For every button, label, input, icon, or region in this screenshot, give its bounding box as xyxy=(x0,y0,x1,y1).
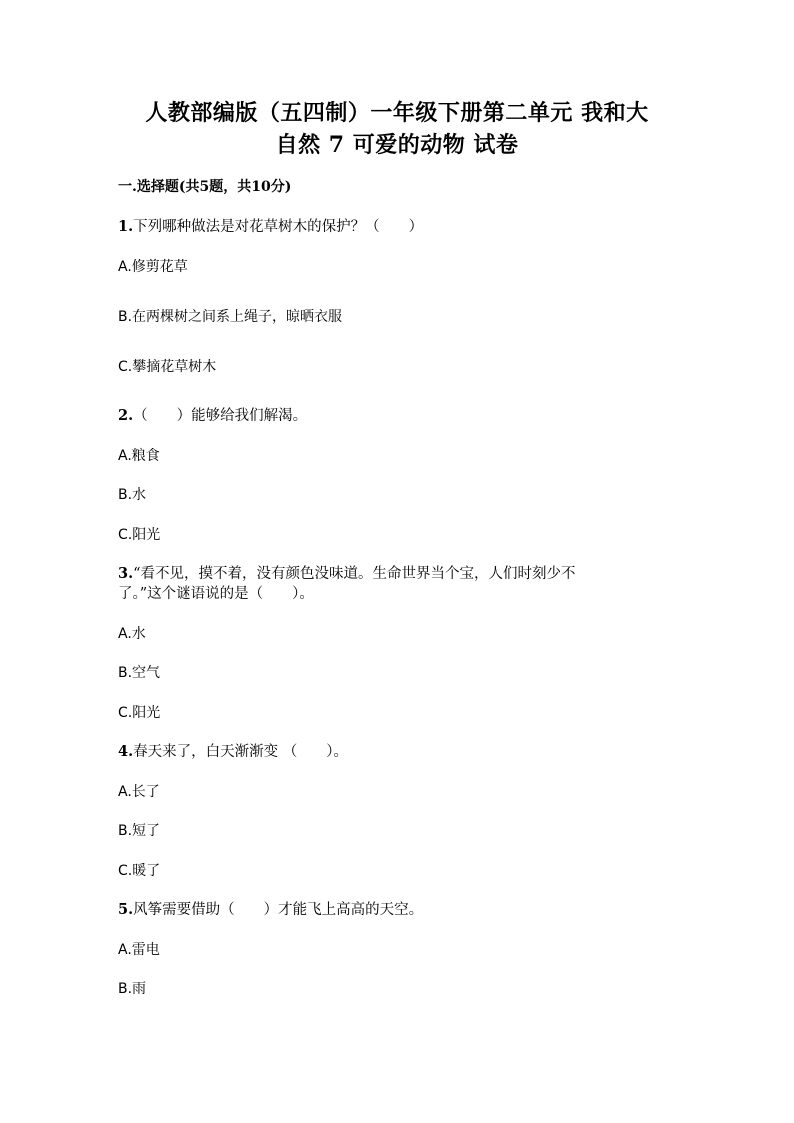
question-text: 下列哪种做法是对花草树木的保护？（ ） xyxy=(133,219,424,235)
question-text: 春天来了，白天渐渐变 （ ）。 xyxy=(133,744,348,760)
question-1-option-c: C.攀摘花草树木 xyxy=(118,359,217,375)
question-2-option-b: B.水 xyxy=(118,487,147,503)
question-text-line-1: “看不见，摸不着，没有颜色没味道。生命世界当个宝，人们时刻少不 xyxy=(133,566,576,582)
question-number: 1. xyxy=(118,218,134,235)
question-3-option-c: C.阳光 xyxy=(118,705,161,721)
question-1-option-b: B.在两棵树之间系上绳子，晾晒衣服 xyxy=(118,309,343,325)
question-5 xyxy=(118,899,423,921)
question-5-option-b: B.雨 xyxy=(118,981,147,997)
question-1-option-a: A.修剪花草 xyxy=(118,259,188,275)
question-4-option-c: C.暖了 xyxy=(118,863,161,879)
question-3-option-b: B.空气 xyxy=(118,665,161,681)
question-text: （ ）能够给我们解渴。 xyxy=(133,408,308,424)
question-number: 5. xyxy=(118,901,134,918)
question-4-option-b: B.短了 xyxy=(118,823,161,839)
question-3-option-a: A.水 xyxy=(118,626,146,642)
section-heading: 一.选择题(共5题，共10分) xyxy=(118,179,292,195)
question-2 xyxy=(118,405,307,427)
question-2-option-c: C.阳光 xyxy=(118,527,161,543)
question-1 xyxy=(118,216,423,238)
question-3-text-line-2: 了。”这个谜语说的是（ ）。 xyxy=(118,586,314,602)
question-4 xyxy=(118,741,348,763)
question-2-option-a: A.粮食 xyxy=(118,448,160,464)
document-title-line-1: 人教部编版（五四制）一年级下册第二单元 我和大 xyxy=(145,100,649,126)
question-text: 风筝需要借助（ ）才能飞上高高的天空。 xyxy=(133,902,424,918)
question-number: 3. xyxy=(118,565,134,582)
document-title-line-2: 自然 7 可爱的动物 试卷 xyxy=(275,132,519,158)
question-number: 2. xyxy=(118,407,134,424)
question-number: 4. xyxy=(118,743,134,760)
question-5-option-a: A.雷电 xyxy=(118,942,160,958)
question-3 xyxy=(118,563,576,585)
question-4-option-a: A.长了 xyxy=(118,784,160,800)
